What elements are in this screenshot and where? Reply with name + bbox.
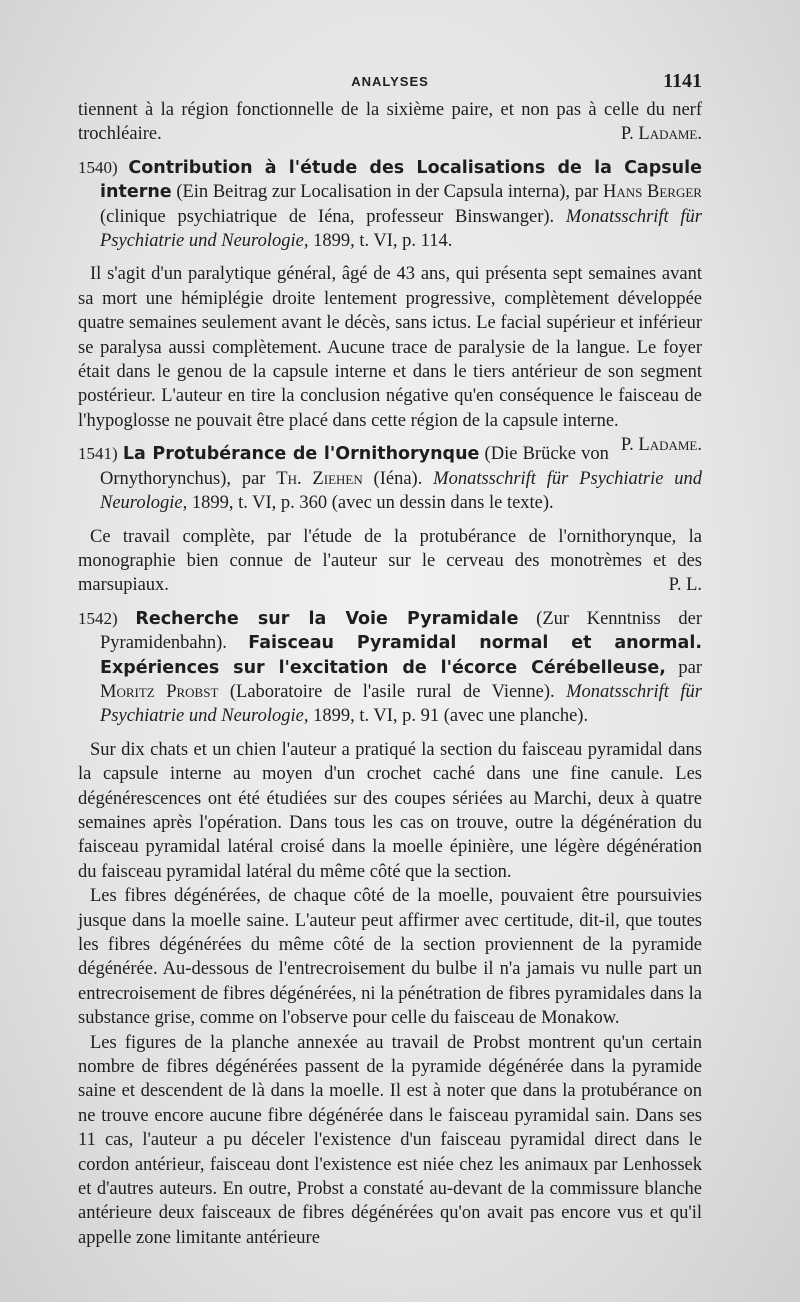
entry-author: Th. Ziehen bbox=[276, 468, 363, 489]
entry-ref-part1: (Ein Beitrag zur Localisation in der Capsula interna), par bbox=[171, 182, 603, 203]
entry-author: Hans Berger bbox=[603, 182, 702, 203]
entry-ref-part2: (Laboratoire de l'asile rural de Vienne). bbox=[218, 681, 567, 702]
entry-ref-part2: (Iéna). bbox=[362, 468, 434, 489]
entry-paragraph: Les fibres dégénérées, de chaque côté de la moelle, pouvaient être poursuivies jusque dans la moelle saine. L'auteur peut affirmer avec certitude, dit-il, que toutes les fibres dégénérées du même côté de la section proviennent de la pyramide dégénérée. Au-dessous de l'entrecroisement du bulbe il n'a jamais vu nulle part un entrecroisement de fibres dégénérées, ni la pénétration de fibres pyramidales dans la substance grise, comme on l'observe pour celle du faisceau de Monakow. bbox=[78, 886, 702, 1029]
entry-heading bbox=[78, 156, 702, 254]
entry-paragraph-text: Il s'agit d'un paralytique général, âgé de 43 ans, qui présenta sept semaines avant sa mort une hémiplégie droite lentement progressive, complètement développée quatre semaines seulement avant le décès, sans ictus. Le facial supérieur et inférieur se paralysa aussi complètement. Aucune trace de paralysie de la langue. Le foyer était dans le genou de la capsule interne et dans le tiers antérieur de son segment postérieur. L'auteur en tire la conclusion négative qu'en conséquence le faisceau de l'hypoglosse ne pouvait être placé dans cette région de la capsule interne. bbox=[78, 264, 702, 431]
continuation-signature: P. Ladame. bbox=[620, 124, 702, 145]
entry-number: 1542) bbox=[78, 608, 118, 628]
entry-title-2: Faisceau Pyramidal normal et anormal. Expériences sur l'excitation de l'écorce Cérébelleuse, bbox=[100, 633, 702, 678]
entry-ref-end: , 1899, t. VI, p. 114. bbox=[303, 231, 453, 252]
entry-1541 bbox=[78, 442, 702, 597]
page-number: 1141 bbox=[663, 70, 702, 92]
entry-ref-part2: (clinique psychiatrique de Iéna, professeur Binswanger). bbox=[100, 206, 566, 227]
entry-paragraph bbox=[78, 525, 702, 598]
continuation-paragraph bbox=[78, 98, 702, 147]
entry-journal: Monatsschrift für Psychiatrie und Neurologie bbox=[100, 681, 702, 727]
running-title: ANALYSES bbox=[351, 74, 429, 89]
entry-title: Recherche sur la Voie Pyramidale bbox=[135, 608, 519, 629]
entry-ref-end: , 1899, t. VI, p. 360 (avec un dessin dans le texte). bbox=[182, 493, 554, 514]
entry-signature: P. Ladame. bbox=[620, 435, 702, 456]
entry-journal: Monatsschrift für Psychiatrie und Neurologie bbox=[100, 206, 703, 252]
entry-paragraph-text: Ce travail complète, par l'étude de la protubérance de l'ornithorynque, la monographie bien connue de l'auteur sur le cerveau des monotrèmes et des marsupiaux. bbox=[78, 526, 702, 596]
entry-ref-end: , 1899, t. VI, p. 91 (avec une planche). bbox=[303, 706, 589, 727]
entry-title: La Protubérance de l'Ornithorynque bbox=[122, 444, 480, 465]
page-body bbox=[78, 98, 702, 1250]
entry-1542 bbox=[78, 607, 702, 1251]
entry-signature: P. L. bbox=[668, 575, 702, 596]
continuation-text: tiennent à la région fonctionnelle de la sixième paire, et non pas à celle du nerf trochléaire. bbox=[78, 100, 702, 145]
entry-author: Moritz Probst bbox=[100, 681, 219, 702]
entry-paragraph: Sur dix chats et un chien l'auteur a pratiqué la section du faisceau pyramidal dans la capsule interne au moyen d'un crochet caché dans une fine canule. Les dégénérescences ont été étudiées sur des coupes sériées au Marchi, deux à quatre semaines après l'opération. Dans tous les cas on trouve, outre la dégénération du faisceau pyramidal latéral croisé dans la moelle épinière, une légère dégénération du faisceau pyramidal latéral du même côté que la section. bbox=[78, 739, 702, 882]
entry-heading bbox=[78, 607, 702, 729]
entry-ref-part1a: (Zur Kenntniss der Pyramidenbahn). bbox=[100, 608, 702, 654]
entry-title: Contribution à l'étude des Localisations de la Capsule interne bbox=[100, 157, 702, 203]
entry-paragraph: Les figures de la planche annexée au travail de Probst montrent qu'un certain nombre de fibres dégénérées passent de la pyramide dégénérée dans la pyramide saine et descendent de là dans la moelle. Il est à noter que dans la protubérance on ne trouve encore aucune fibre dégénérée dans le faisceau pyramidal sain. Dans ses 11 cas, l'auteur a pu déceler l'existence d'un faisceau pyramidal direct dans le cordon antérieur, faisceau dont l'existence est niée chez les animaux par Lenhossek et d'autres auteurs. En outre, Probst a constaté au-devant de la commissure blanche antérieure deux faisceaux de fibres dégénérées qu'on avait pas encore vus et qu'il appelle zone limitante antérieure bbox=[78, 1032, 702, 1248]
running-header bbox=[78, 70, 702, 96]
entry-heading bbox=[78, 442, 702, 515]
entry-journal: Monatsschrift für Psychiatrie und Neurologie bbox=[100, 468, 703, 514]
entry-ref-part1: (Die Brücke von Ornythorynchus), par bbox=[100, 444, 609, 489]
entry-ref-part1: par bbox=[665, 657, 702, 678]
entry-number: 1541) bbox=[78, 444, 118, 464]
entry-number: 1540) bbox=[78, 157, 118, 177]
